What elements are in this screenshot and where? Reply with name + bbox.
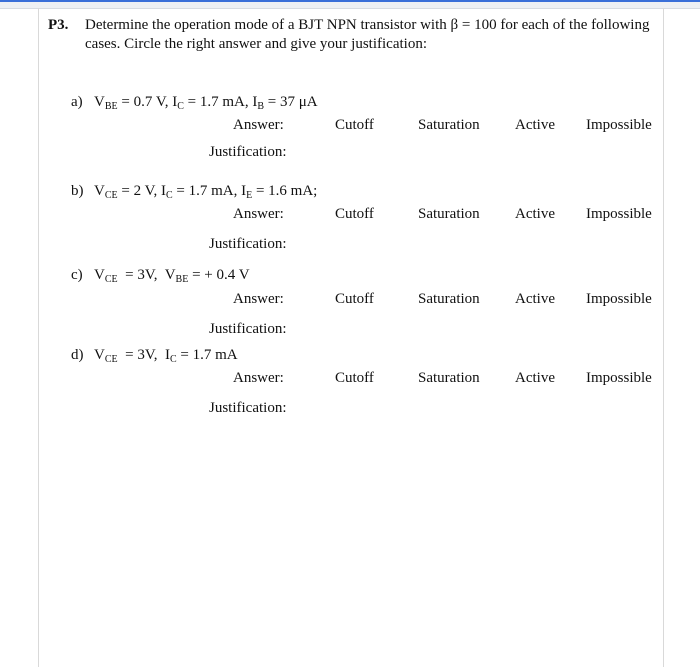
case-conditions: $V_{CE} = 3V$, $V_{BE}$ = + 0.4 V	[94, 267, 250, 285]
option-impossible[interactable]: Impossible	[586, 206, 652, 222]
case-letter: c)	[71, 267, 83, 283]
justification-label: Justification:	[209, 400, 287, 416]
option-active[interactable]: Active	[515, 117, 555, 133]
justification-label: Justification:	[209, 321, 287, 337]
case-letter: a)	[71, 94, 83, 110]
problem-number: P3.	[48, 17, 69, 33]
answer-label: Answer:	[233, 117, 284, 133]
option-saturation[interactable]: Saturation	[418, 370, 480, 386]
option-active[interactable]: Active	[515, 206, 555, 222]
option-impossible[interactable]: Impossible	[586, 117, 652, 133]
option-active[interactable]: Active	[515, 370, 555, 386]
page-border-left	[38, 8, 39, 667]
case-conditions: $V_{CE} = 2$ V, $I_C = 1.7$ mA, $I_E = 1.6$ mA;	[94, 183, 318, 201]
problem-statement-line1: Determine the operation mode of a BJT NPN transistor with β = 100 for each of the following	[85, 17, 650, 33]
problem-statement-line2: cases. Circle the right answer and give your justification:	[85, 36, 427, 52]
answer-label: Answer:	[233, 206, 284, 222]
justification-label: Justification:	[209, 144, 287, 160]
case-conditions: $V_{BE} = 0.7$ V, $I_C = 1.7$ mA, $I_B = 37$ μA	[94, 94, 318, 112]
option-impossible[interactable]: Impossible	[586, 291, 652, 307]
justification-label: Justification:	[209, 236, 287, 252]
option-cutoff[interactable]: Cutoff	[335, 291, 374, 307]
option-impossible[interactable]: Impossible	[586, 370, 652, 386]
case-letter: b)	[71, 183, 84, 199]
page-border-right	[663, 8, 664, 667]
option-cutoff[interactable]: Cutoff	[335, 370, 374, 386]
case-letter: d)	[71, 347, 84, 363]
answer-label: Answer:	[233, 291, 284, 307]
option-cutoff[interactable]: Cutoff	[335, 117, 374, 133]
option-active[interactable]: Active	[515, 291, 555, 307]
option-cutoff[interactable]: Cutoff	[335, 206, 374, 222]
option-saturation[interactable]: Saturation	[418, 206, 480, 222]
case-conditions: $V_{CE} = 3V$, $I_C = 1.7$ mA	[94, 347, 238, 365]
answer-label: Answer:	[233, 370, 284, 386]
window-top-accent	[0, 0, 700, 2]
option-saturation[interactable]: Saturation	[418, 291, 480, 307]
option-saturation[interactable]: Saturation	[418, 117, 480, 133]
